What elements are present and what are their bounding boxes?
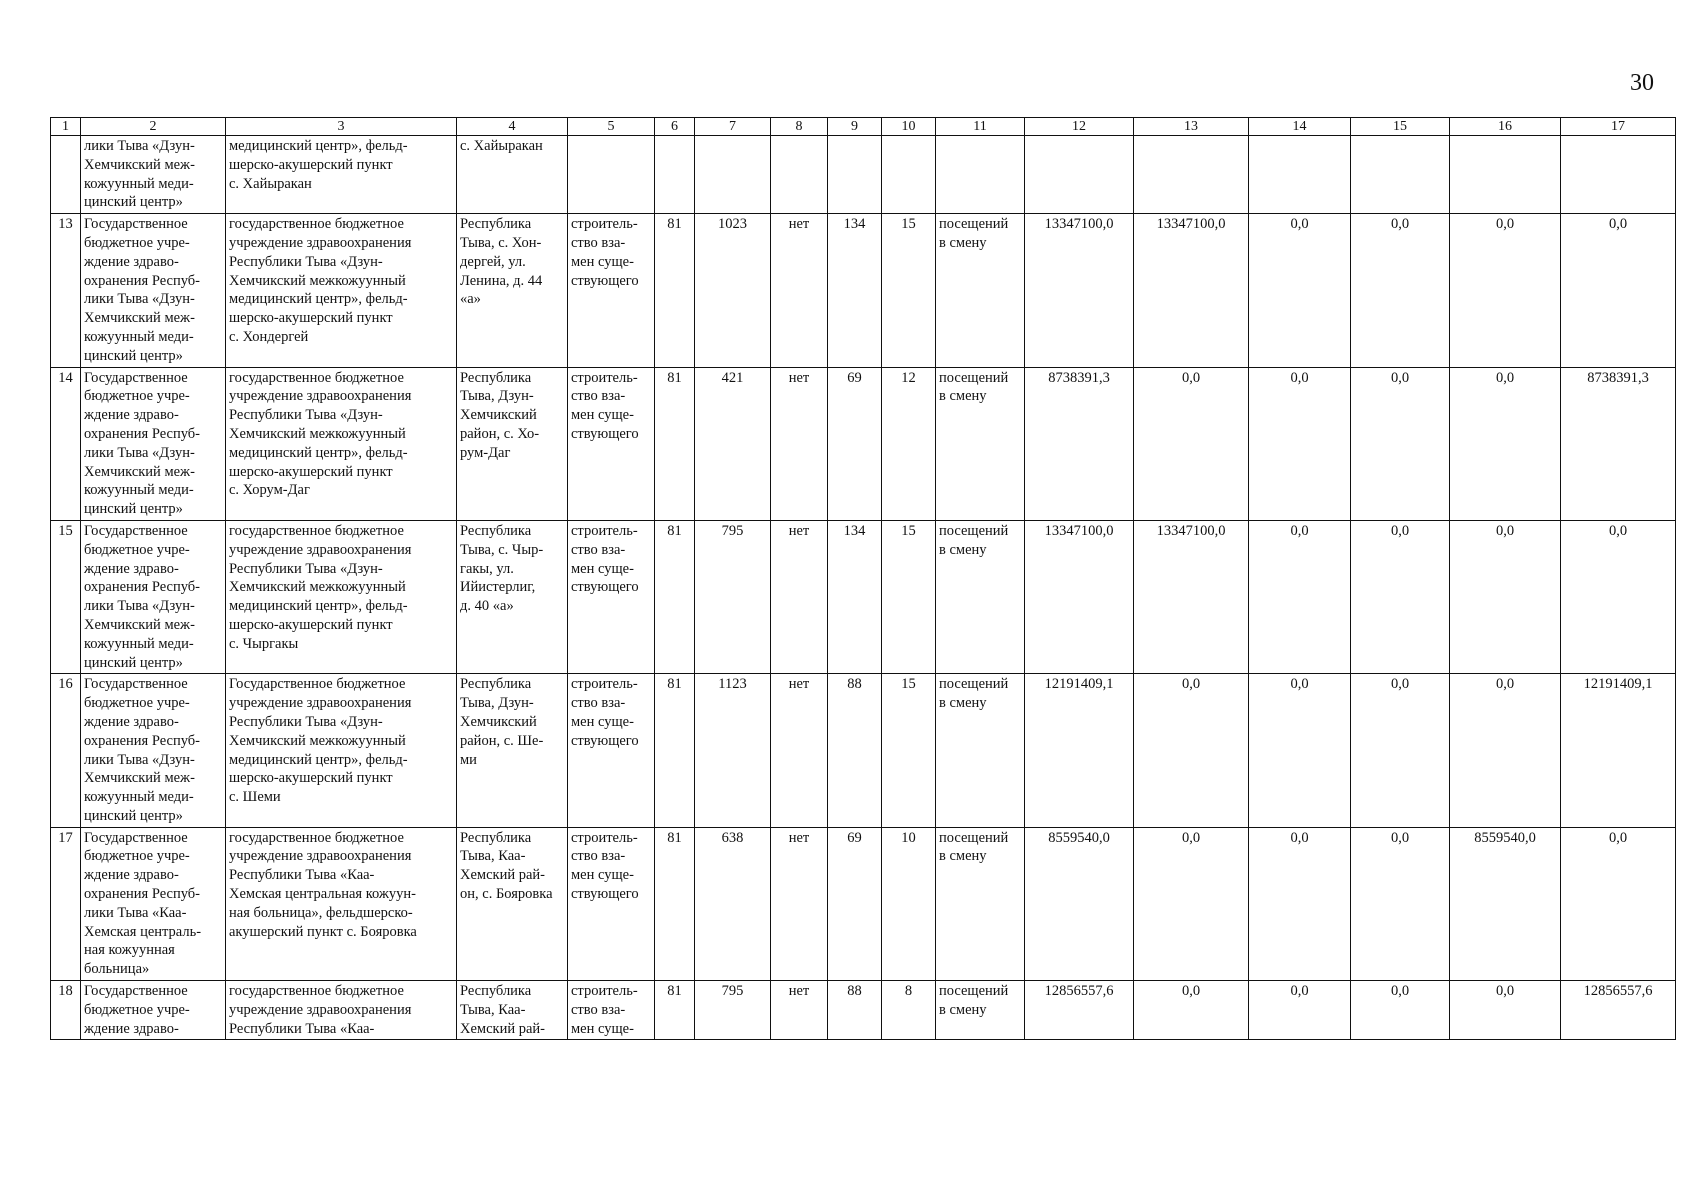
table-row (51, 520, 1676, 673)
cell-amount: 0,0 (1450, 674, 1561, 827)
cell-unit: посещений в смену (936, 674, 1025, 827)
cell-amount: 0,0 (1249, 981, 1351, 1040)
cell (828, 136, 882, 214)
table-row (51, 981, 1676, 1040)
cell-col10: 12 (882, 367, 936, 520)
cell-organization: Государственное бюджетное учре- ждение здраво- охранения Респуб- лики Тыва «Дзун- Хемчикский меж- кожуунный меди- цинский центр» (81, 214, 226, 367)
cell-col9: 69 (828, 827, 882, 980)
cell (1025, 136, 1134, 214)
cell (771, 136, 828, 214)
cell-organization: Государственное бюджетное учре- ждение здраво- охранения Респуб- лики Тыва «Дзун- Хемчикский меж- кожуунный меди- цинский центр» (81, 367, 226, 520)
cell-col6: 81 (655, 520, 695, 673)
cell-amount: 0,0 (1561, 214, 1676, 367)
cell (695, 136, 771, 214)
cell-col9: 88 (828, 674, 882, 827)
cell-amount-total: 13347100,0 (1025, 214, 1134, 367)
page-number: 30 (1630, 70, 1654, 96)
cell-address: Республика Тыва, Каа- Хемский рай- он, с. Бояровка (457, 827, 568, 980)
cell-amount: 13347100,0 (1134, 520, 1249, 673)
cell-col8: нет (771, 827, 828, 980)
cell-organization: Государственное бюджетное учре- ждение здраво- охранения Респуб- лики Тыва «Дзун- Хемчикский меж- кожуунный меди- цинский центр» (81, 674, 226, 827)
cell-amount-total: 12191409,1 (1025, 674, 1134, 827)
cell-amount: 0,0 (1249, 827, 1351, 980)
cell (1450, 136, 1561, 214)
cell-facility: государственное бюджетное учреждение здравоохранения Республики Тыва «Дзун- Хемчикский межкожуунный медицинский центр», фельд- шерско-акушерский пункт с. Хондергей (226, 214, 457, 367)
cell (568, 136, 655, 214)
cell-facility: Государственное бюджетное учреждение здравоохранения Республики Тыва «Дзун- Хемчикский межкожуунный медицинский центр», фельд- шерско-акушерский пункт с. Шеми (226, 674, 457, 827)
cell-amount: 0,0 (1134, 981, 1249, 1040)
column-header: 6 (655, 118, 695, 136)
cell-amount: 0,0 (1450, 520, 1561, 673)
cell-col6: 81 (655, 827, 695, 980)
cell-amount: 13347100,0 (1134, 214, 1249, 367)
cell-amount: 0,0 (1351, 827, 1450, 980)
cell-amount: 0,0 (1134, 827, 1249, 980)
cell-amount: 12856557,6 (1561, 981, 1676, 1040)
column-header: 4 (457, 118, 568, 136)
column-header: 8 (771, 118, 828, 136)
cell-col9: 88 (828, 981, 882, 1040)
cell-address: с. Хайыракан (457, 136, 568, 214)
cell-number: 15 (51, 520, 81, 673)
column-header: 10 (882, 118, 936, 136)
cell-facility: государственное бюджетное учреждение здравоохранения Республики Тыва «Дзун- Хемчикский межкожуунный медицинский центр», фельд- шерско-акушерский пункт с. Хорум-Даг (226, 367, 457, 520)
cell-facility: государственное бюджетное учреждение здравоохранения Республики Тыва «Каа- Хемская центральная кожуун- ная больница», фельдшерско- акушерский пункт с. Бояровка (226, 827, 457, 980)
cell-amount: 0,0 (1351, 981, 1450, 1040)
cell-amount: 0,0 (1134, 674, 1249, 827)
column-header: 13 (1134, 118, 1249, 136)
cell-col8: нет (771, 520, 828, 673)
cell-amount: 0,0 (1450, 214, 1561, 367)
table-row (51, 674, 1676, 827)
cell-number: 16 (51, 674, 81, 827)
cell-col8: нет (771, 367, 828, 520)
cell-col7: 638 (695, 827, 771, 980)
cell-col9: 69 (828, 367, 882, 520)
column-header: 1 (51, 118, 81, 136)
table-row-continuation (51, 136, 1676, 214)
cell-amount: 8559540,0 (1450, 827, 1561, 980)
cell-organization: Государственное бюджетное учре- ждение здраво- охранения Респуб- лики Тыва «Дзун- Хемчикский меж- кожуунный меди- цинский центр» (81, 520, 226, 673)
table-row (51, 367, 1676, 520)
cell-amount: 0,0 (1561, 520, 1676, 673)
cell-col6: 81 (655, 367, 695, 520)
cell (1561, 136, 1676, 214)
cell-col9: 134 (828, 520, 882, 673)
cell-col8: нет (771, 981, 828, 1040)
facilities-table (50, 117, 1676, 1040)
cell-organization: лики Тыва «Дзун- Хемчикский меж- кожуунный меди- цинский центр» (81, 136, 226, 214)
cell-col10: 15 (882, 520, 936, 673)
cell-col10: 8 (882, 981, 936, 1040)
cell-facility: медицинский центр», фельд- шерско-акушерский пункт с. Хайыракан (226, 136, 457, 214)
cell-unit: посещений в смену (936, 214, 1025, 367)
cell-col10: 15 (882, 214, 936, 367)
cell-col7: 1123 (695, 674, 771, 827)
cell-amount: 0,0 (1134, 367, 1249, 520)
cell-col6: 81 (655, 674, 695, 827)
cell (1134, 136, 1249, 214)
cell-unit: посещений в смену (936, 981, 1025, 1040)
header-row (51, 118, 1676, 136)
column-header: 12 (1025, 118, 1134, 136)
cell-facility: государственное бюджетное учреждение здравоохранения Республики Тыва «Дзун- Хемчикский межкожуунный медицинский центр», фельд- шерско-акушерский пункт с. Чыргакы (226, 520, 457, 673)
column-header: 16 (1450, 118, 1561, 136)
cell-work-type: строитель- ство вза- мен суще- ствующего (568, 827, 655, 980)
cell-address: Республика Тыва, Каа- Хемский рай- (457, 981, 568, 1040)
cell-unit: посещений в смену (936, 520, 1025, 673)
cell-unit: посещений в смену (936, 827, 1025, 980)
cell-amount-total: 8738391,3 (1025, 367, 1134, 520)
cell-col6: 81 (655, 214, 695, 367)
cell-organization: Государственное бюджетное учре- ждение здраво- (81, 981, 226, 1040)
cell-amount: 0,0 (1450, 367, 1561, 520)
cell-work-type: строитель- ство вза- мен суще- ствующего (568, 367, 655, 520)
cell-work-type: строитель- ство вза- мен суще- ствующего (568, 520, 655, 673)
cell-col10: 10 (882, 827, 936, 980)
cell-amount: 8738391,3 (1561, 367, 1676, 520)
column-header: 15 (1351, 118, 1450, 136)
column-header: 11 (936, 118, 1025, 136)
cell-col7: 795 (695, 520, 771, 673)
cell-organization: Государственное бюджетное учре- ждение здраво- охранения Респуб- лики Тыва «Каа- Хемская централь- ная кожуунная больница» (81, 827, 226, 980)
table-row (51, 214, 1676, 367)
cell-address: Республика Тыва, с. Чыр- гакы, ул. Ийистерлиг, д. 40 «а» (457, 520, 568, 673)
cell (936, 136, 1025, 214)
cell-number: 14 (51, 367, 81, 520)
cell-col8: нет (771, 214, 828, 367)
cell (51, 136, 81, 214)
cell-amount-total: 12856557,6 (1025, 981, 1134, 1040)
cell-amount-total: 13347100,0 (1025, 520, 1134, 673)
cell-amount: 0,0 (1561, 827, 1676, 980)
cell-amount: 0,0 (1351, 214, 1450, 367)
cell (1249, 136, 1351, 214)
cell-address: Республика Тыва, с. Хон- дергей, ул. Ленина, д. 44 «а» (457, 214, 568, 367)
cell-amount: 0,0 (1450, 981, 1561, 1040)
cell-col8: нет (771, 674, 828, 827)
cell-number: 18 (51, 981, 81, 1040)
cell-amount: 0,0 (1249, 367, 1351, 520)
cell-work-type: строитель- ство вза- мен суще- ствующего (568, 674, 655, 827)
column-header: 5 (568, 118, 655, 136)
cell-amount: 0,0 (1249, 520, 1351, 673)
cell-work-type: строитель- ство вза- мен суще- (568, 981, 655, 1040)
column-header: 9 (828, 118, 882, 136)
cell-amount: 0,0 (1249, 214, 1351, 367)
cell-col7: 421 (695, 367, 771, 520)
cell-col9: 134 (828, 214, 882, 367)
cell-col10: 15 (882, 674, 936, 827)
cell (1351, 136, 1450, 214)
cell-col7: 1023 (695, 214, 771, 367)
cell-unit: посещений в смену (936, 367, 1025, 520)
column-header: 2 (81, 118, 226, 136)
cell-facility: государственное бюджетное учреждение здравоохранения Республики Тыва «Каа- (226, 981, 457, 1040)
cell-col6: 81 (655, 981, 695, 1040)
column-header: 17 (1561, 118, 1676, 136)
cell-address: Республика Тыва, Дзун- Хемчикский район, с. Хо- рум-Даг (457, 367, 568, 520)
column-header: 14 (1249, 118, 1351, 136)
cell-amount: 12191409,1 (1561, 674, 1676, 827)
cell-amount: 0,0 (1249, 674, 1351, 827)
column-header: 7 (695, 118, 771, 136)
cell-amount: 0,0 (1351, 674, 1450, 827)
cell-amount-total: 8559540,0 (1025, 827, 1134, 980)
cell (655, 136, 695, 214)
cell-number: 13 (51, 214, 81, 367)
cell-amount: 0,0 (1351, 520, 1450, 673)
cell-work-type: строитель- ство вза- мен суще- ствующего (568, 214, 655, 367)
cell-address: Республика Тыва, Дзун- Хемчикский район, с. Ше- ми (457, 674, 568, 827)
column-header: 3 (226, 118, 457, 136)
table-row (51, 827, 1676, 980)
cell-col7: 795 (695, 981, 771, 1040)
cell-amount: 0,0 (1351, 367, 1450, 520)
cell-number: 17 (51, 827, 81, 980)
cell (882, 136, 936, 214)
